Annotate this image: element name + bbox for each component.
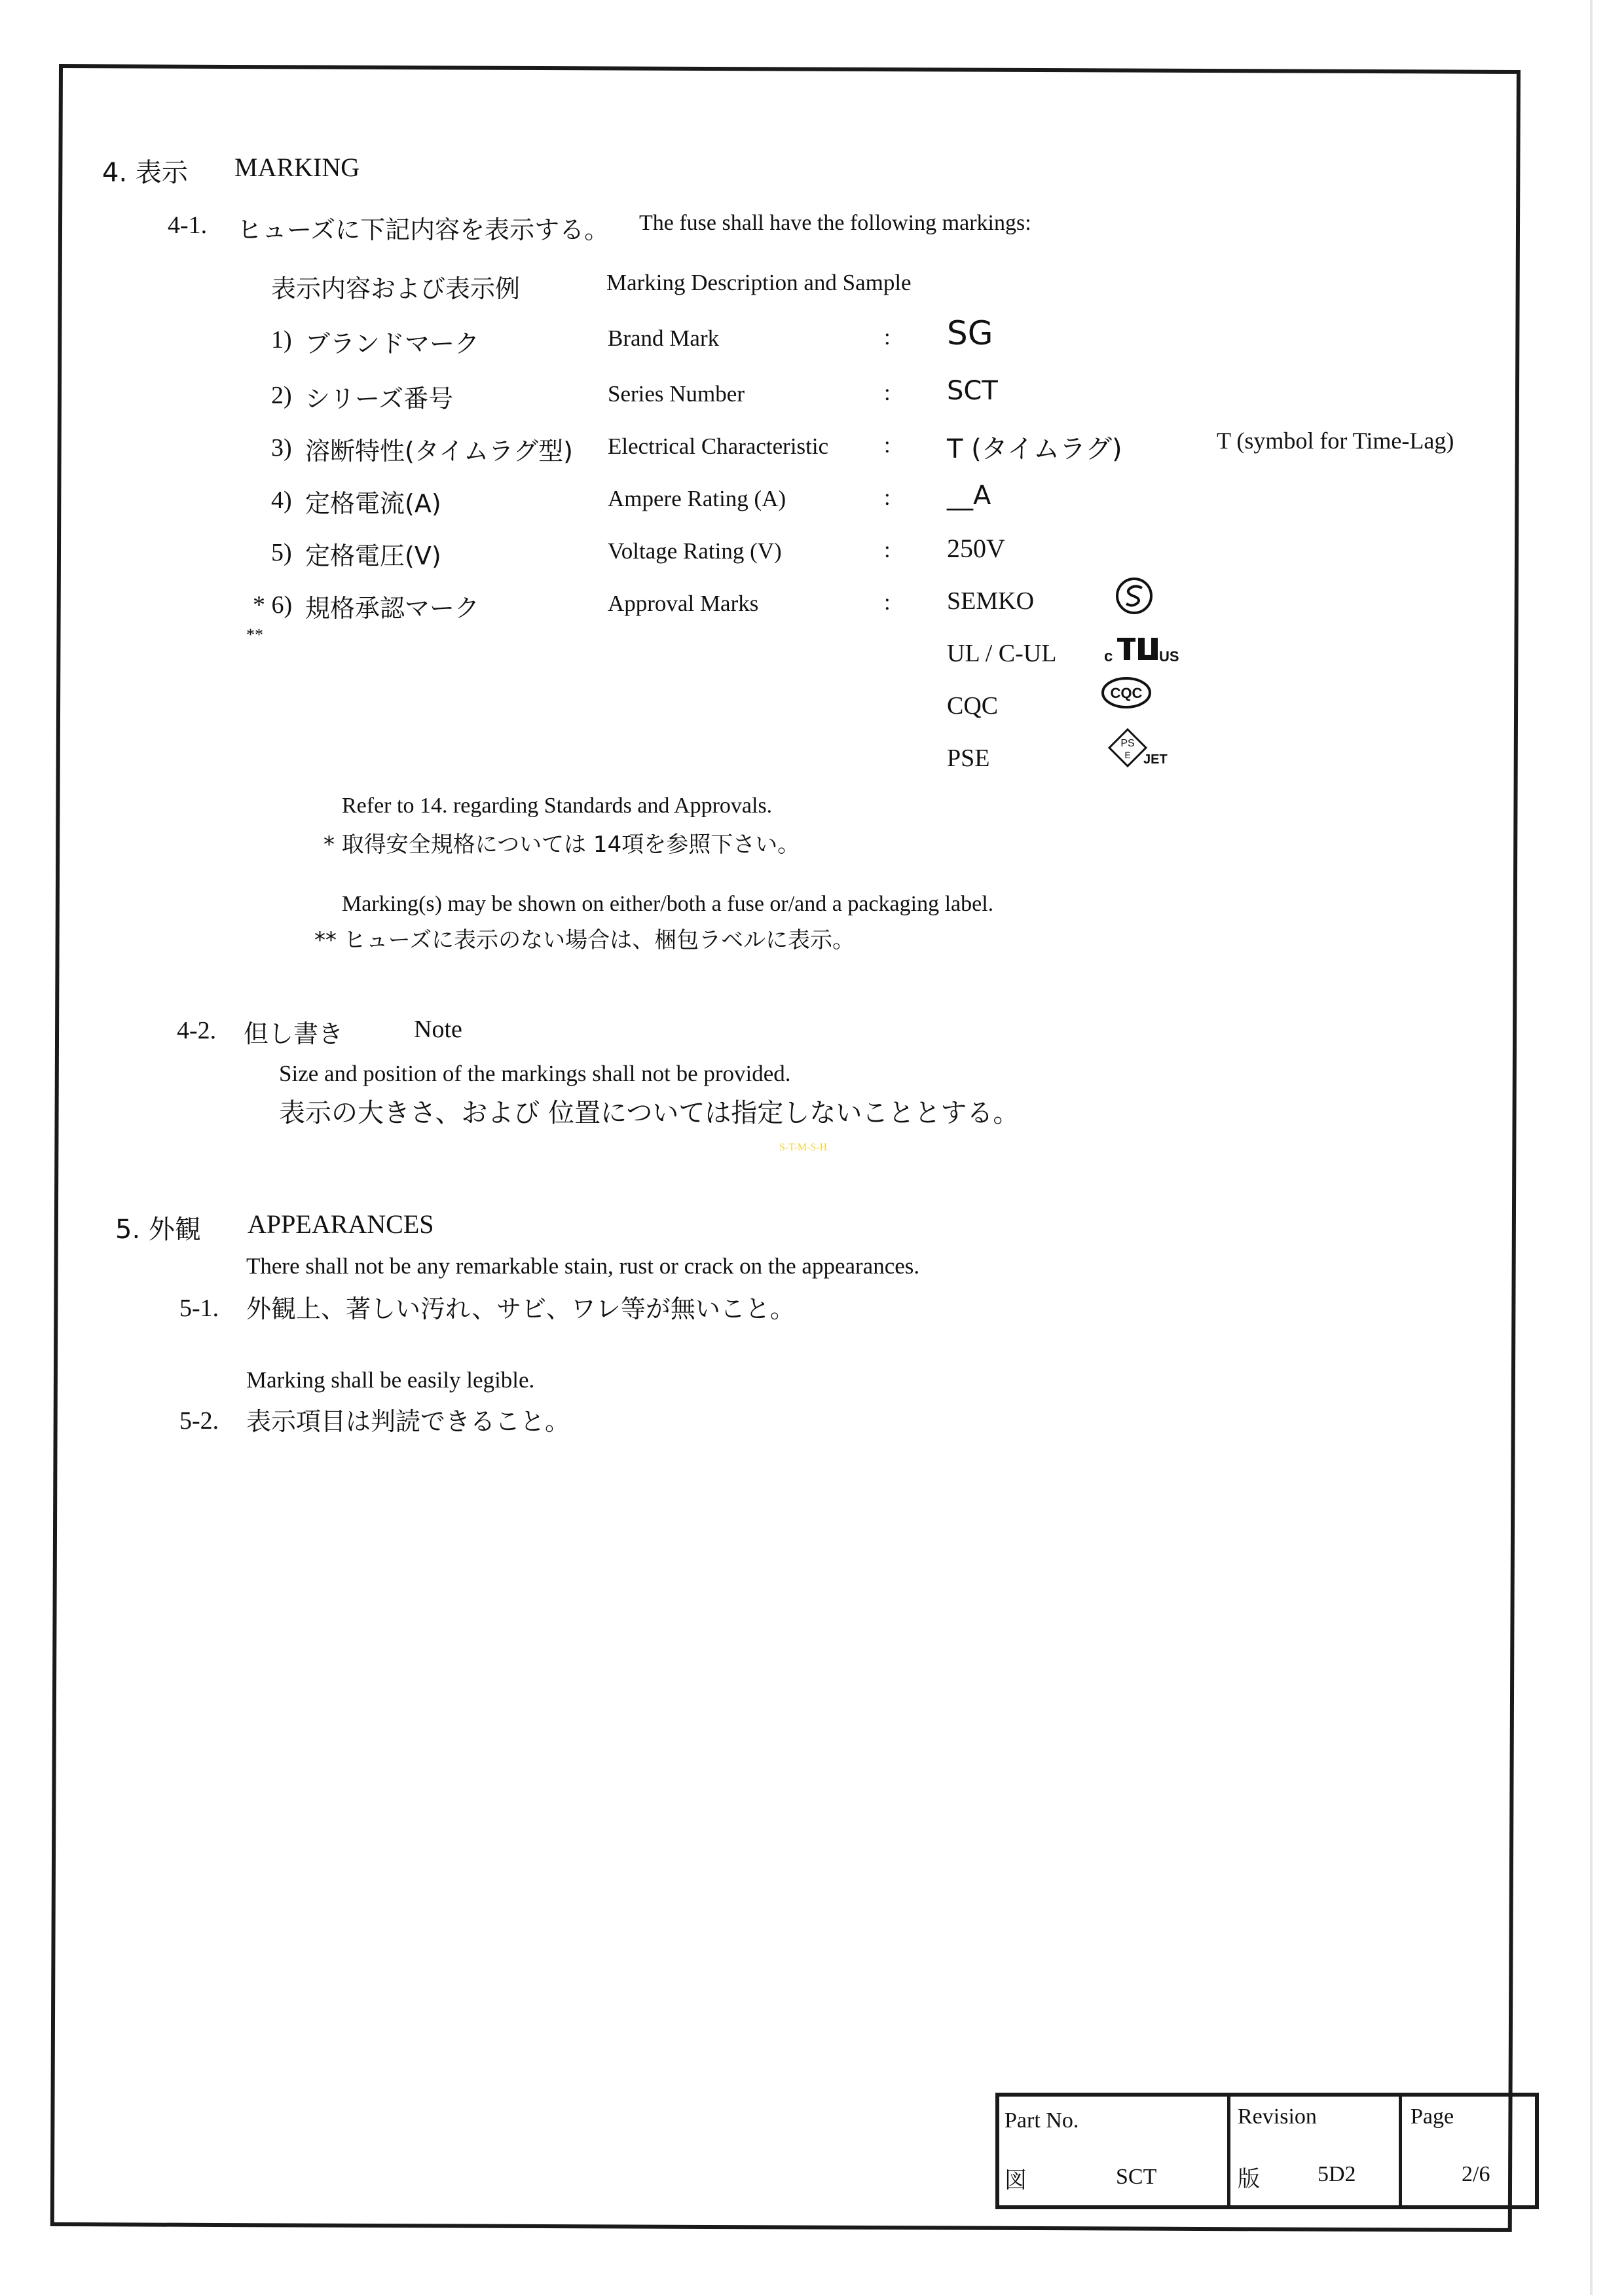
approval-name: UL / C-UL xyxy=(947,640,1057,667)
item-value-brand: SG xyxy=(947,314,993,352)
part-no-label: Part No. xyxy=(1005,2108,1079,2133)
section-5-number: 5. 外観 xyxy=(115,1215,201,1245)
faint-stamp: S-T-M-S-H xyxy=(779,1142,828,1153)
item-number: 3) xyxy=(271,434,292,462)
subsection-5-2-number: 5-2. xyxy=(179,1407,219,1435)
revision-value: 5D2 xyxy=(1318,2162,1356,2186)
pse-jet-logo-icon xyxy=(1101,725,1180,771)
subsection-4-2-en: Note xyxy=(414,1016,462,1043)
item-number: * 6) xyxy=(253,591,293,619)
item-colon: : xyxy=(884,380,891,405)
section-4-title: MARKING xyxy=(234,153,360,182)
item-label-jp: 溶断特性(タイムラグ型) xyxy=(305,437,573,466)
approval-name: PSE xyxy=(947,744,990,772)
item-label-en: Ampere Rating (A) xyxy=(608,486,786,511)
title-block-divider xyxy=(1399,2097,1402,2205)
pse-ps-text: PS xyxy=(1120,738,1135,749)
semko-s-logo-icon xyxy=(1113,575,1155,617)
title-block xyxy=(995,2093,1539,2209)
pse-jet-text: JET xyxy=(1143,752,1168,767)
section-4-number: 4. 表示 xyxy=(102,158,188,188)
note-text-jp: 表示の大きさ、および 位置については指定しないこととする。 xyxy=(279,1098,1020,1128)
item-value: SCT xyxy=(947,376,998,406)
note-2-jp: ** ヒューズに表示のない場合は、梱包ラベルに表示。 xyxy=(314,927,855,953)
note-1-en: Refer to 14. regarding Standards and Approvals. xyxy=(342,794,773,818)
item-number: 5) xyxy=(271,539,292,566)
item-note: T (symbol for Time-Lag) xyxy=(1217,428,1454,454)
page-value: 2/6 xyxy=(1462,2162,1490,2186)
part-no-value: SCT xyxy=(1116,2165,1157,2189)
scan-edge-line xyxy=(1590,0,1593,2295)
subsection-5-1-number: 5-1. xyxy=(179,1294,219,1322)
subsection-5-2-en: Marking shall be easily legible. xyxy=(246,1367,535,1393)
item-label-jp: シリーズ番号 xyxy=(305,384,454,413)
cul-us-text: US xyxy=(1159,648,1179,665)
subsection-5-1-jp: 外観上、著しい汚れ、サビ、ワレ等が無いこと。 xyxy=(246,1294,795,1323)
subsection-4-1-en: The fuse shall have the following markings: xyxy=(639,211,1031,235)
marking-header-jp: 表示内容および表示例 xyxy=(271,274,521,303)
subsection-5-2-jp: 表示項目は判読できること。 xyxy=(246,1407,570,1436)
cul-us-logo-icon xyxy=(1101,629,1180,668)
cqc-logo-icon xyxy=(1100,676,1153,710)
page-label: Page xyxy=(1411,2104,1454,2129)
approval-name: CQC xyxy=(947,692,999,720)
revision-label: Revision xyxy=(1238,2104,1317,2129)
item-label-en: Voltage Rating (V) xyxy=(608,538,782,564)
subsection-4-1-number: 4-1. xyxy=(168,211,208,239)
item-number: 1) xyxy=(271,326,292,354)
item-label-en: Electrical Characteristic xyxy=(608,433,829,459)
double-star-mark: ** xyxy=(246,625,263,644)
item-label-jp: 定格電圧(V) xyxy=(305,542,441,570)
pse-e-text: E xyxy=(1124,750,1131,760)
approval-name: SEMKO xyxy=(947,587,1035,615)
subsection-5-1-en: There shall not be any remarkable stain, rust or crack on the appearances. xyxy=(246,1253,920,1279)
item-colon: : xyxy=(884,485,891,510)
item-colon: : xyxy=(884,537,891,562)
item-colon: : xyxy=(884,324,891,350)
item-label-en: Series Number xyxy=(608,381,745,407)
item-value: 250V xyxy=(947,534,1005,563)
item-value: T (タイムラグ) xyxy=(947,434,1122,464)
title-block-divider xyxy=(1227,2097,1230,2205)
item-label-en: Brand Mark xyxy=(608,325,720,351)
subsection-4-1-jp: ヒューズに下記内容を表示する。 xyxy=(237,215,610,244)
section-5-title: APPEARANCES xyxy=(248,1209,434,1239)
note-1-jp: * 取得安全規格については 14項を参照下さい。 xyxy=(323,832,800,858)
item-colon: : xyxy=(884,432,891,458)
item-number: 4) xyxy=(271,487,292,514)
subsection-4-2-jp: 但し書き xyxy=(244,1019,344,1048)
item-label-jp: ブランドマーク xyxy=(305,329,480,358)
item-label-en: Approval Marks xyxy=(608,591,759,616)
note-2-en: Marking(s) may be shown on either/both a fuse or/and a packaging label. xyxy=(342,892,994,916)
marking-header-en: Marking Description and Sample xyxy=(606,270,912,295)
revision-kanji: 版 xyxy=(1238,2166,1260,2192)
item-label-jp: 定格電流(A) xyxy=(305,489,441,518)
cul-c-text: c xyxy=(1104,648,1113,665)
note-text-en: Size and position of the markings shall not be provided. xyxy=(279,1061,791,1086)
item-colon: : xyxy=(884,589,891,615)
item-value: __A xyxy=(947,481,991,511)
item-label-jp: 規格承認マーク xyxy=(305,594,480,623)
part-no-kanji: 図 xyxy=(1005,2167,1027,2194)
subsection-4-2-number: 4-2. xyxy=(177,1017,217,1044)
item-number: 2) xyxy=(271,382,292,409)
cqc-logo-text: CQC xyxy=(1110,685,1143,701)
